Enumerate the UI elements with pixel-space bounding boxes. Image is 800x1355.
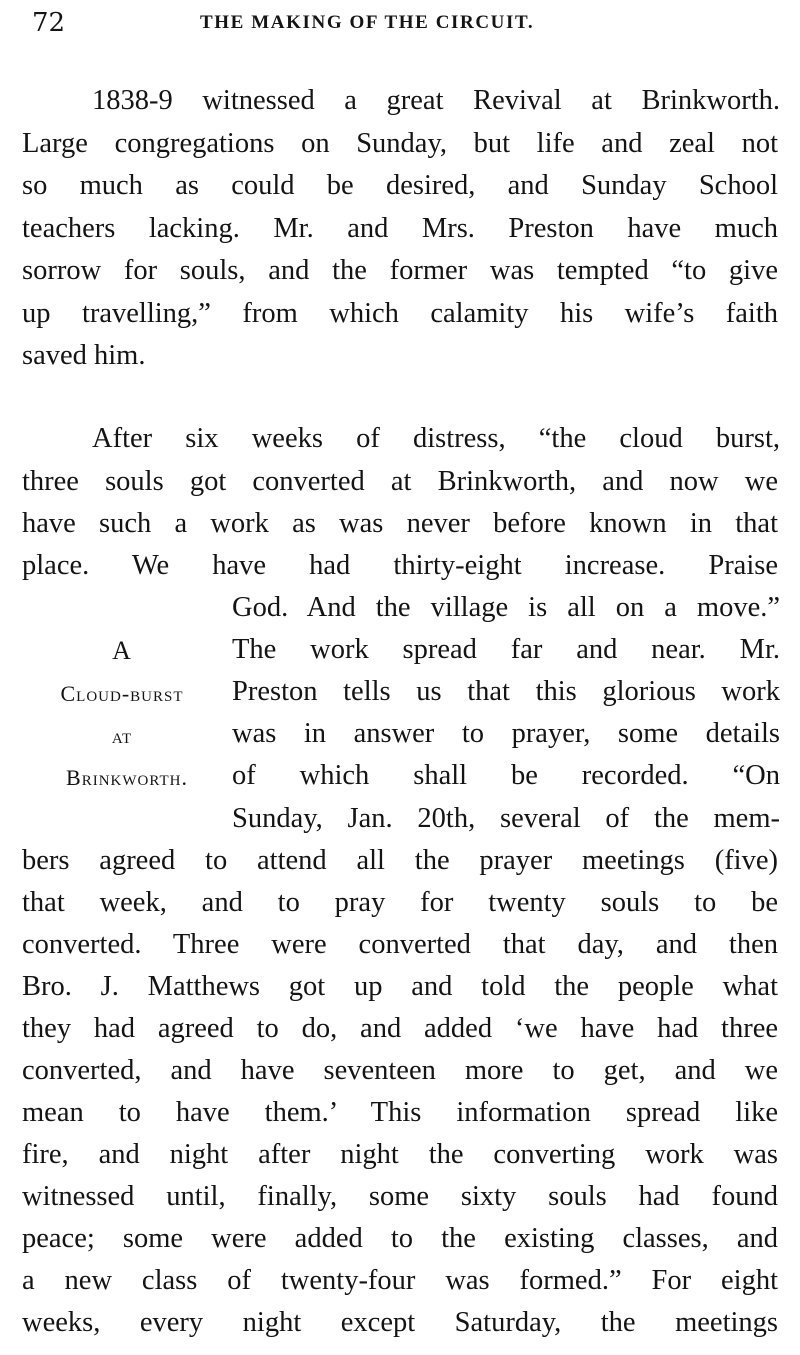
paragraph-2-line-12: that week, and to pray for twenty souls to be	[22, 887, 778, 918]
sidenote-line-2: Cloud-burst	[60, 681, 184, 706]
paragraph-1-line-6: up travelling,” from which calamity his wife’s faith	[22, 298, 778, 329]
paragraph-1-line-4: teachers lacking. Mr. and Mrs. Preston have much	[22, 213, 778, 244]
paragraph-2-line-15: they had agreed to do, and added ‘we have had three	[22, 1013, 778, 1044]
paragraph-2-line-17: mean to have them.’ This information spread like	[22, 1097, 778, 1128]
sidenote-line-3: at	[111, 723, 133, 748]
paragraph-2-line-18: fire, and night after night the converting work was	[22, 1139, 778, 1170]
page-number: 72	[32, 8, 66, 38]
paragraph-2-line-7: Preston tells us that this glorious work	[232, 676, 780, 707]
sidenote-line-4: Brinkworth.	[66, 765, 188, 790]
page-header	[0, 4, 800, 40]
paragraph-2-line-10: Sunday, Jan. 20th, several of the mem-	[232, 803, 780, 834]
paragraph-2-line-16: converted, and have seventeen more to get, and we	[22, 1055, 778, 1086]
paragraph-2-line-20: peace; some were added to the existing classes, and	[22, 1223, 778, 1254]
paragraph-1-line-5: sorrow for souls, and the former was tempted “to give	[22, 255, 778, 286]
paragraph-2-line-9: of which shall be recorded. “On	[232, 760, 780, 791]
paragraph-2-line-22: weeks, every night except Saturday, the meetings	[22, 1307, 778, 1338]
paragraph-1-line-3: so much as could be desired, and Sunday School	[22, 170, 778, 201]
paragraph-1-line-7: saved him.	[22, 340, 146, 371]
paragraph-2-line-19: witnessed until, finally, some sixty souls had found	[22, 1181, 778, 1212]
paragraph-2-line-14: Bro. J. Matthews got up and told the people what	[22, 971, 778, 1002]
paragraph-2-line-3: have such a work as was never before known in that	[22, 508, 778, 539]
sidenote-line-1: A	[112, 636, 132, 665]
paragraph-2-line-4: place. We have had thirty-eight increase. Praise	[22, 550, 778, 581]
paragraph-2-line-2: three souls got converted at Brinkworth, and now we	[22, 466, 778, 497]
paragraph-2-line-1: After six weeks of distress, “the cloud burst,	[92, 423, 780, 454]
paragraph-1-line-1: 1838-9 witnessed a great Revival at Brinkworth.	[92, 85, 780, 116]
paragraph-1-line-2: Large congregations on Sunday, but life and zeal not	[22, 128, 778, 159]
paragraph-2-line-13: converted. Three were converted that day, and then	[22, 929, 778, 960]
paragraph-2-line-21: a new class of twenty-four was formed.” For eight	[22, 1265, 778, 1296]
paragraph-2-line-11: bers agreed to attend all the prayer meetings (five)	[22, 845, 778, 876]
running-head: THE MAKING OF THE CIRCUIT.	[200, 12, 535, 33]
paragraph-2-line-6: The work spread far and near. Mr.	[232, 634, 780, 665]
paragraph-2-line-5: God. And the village is all on a move.”	[232, 592, 780, 623]
paragraph-2-line-8: was in answer to prayer, some details	[232, 718, 780, 749]
